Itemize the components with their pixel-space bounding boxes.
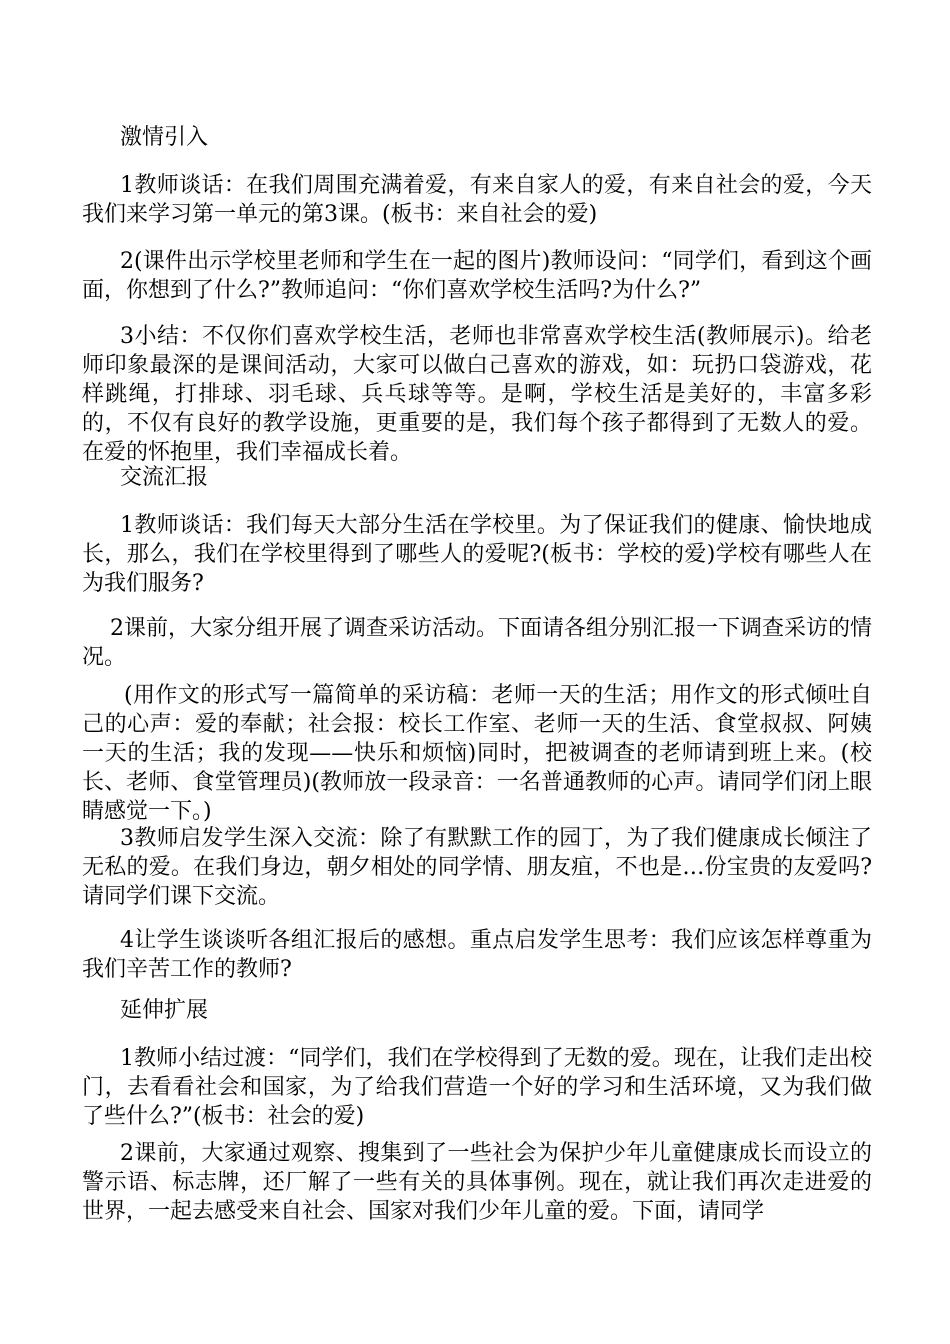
paragraph: 1教师小结过渡：“同学们，我们在学校得到了无数的爱。现在，让我们走出校门，去看看社会和国家，为了给我们营造一个好的学习和生活环境，又为我们做了些什么?”(板书：社会的爱) xyxy=(82,1046,872,1129)
paragraph: 2课前，大家分组开展了调查采访活动。下面请各组分别汇报一下调查采访的情况。 xyxy=(82,616,872,670)
paragraph: 1教师谈话：在我们周围充满着爱，有来自家人的爱，有来自社会的爱，今天我们来学习第一单元的第3课。(板书：来自社会的爱) xyxy=(82,173,872,227)
paragraph: (用作文的形式写一篇简单的采访稿：老师一天的生活；用作文的形式倾吐自己的心声：爱的奉献；社会报：校长工作室、老师一天的生活、食堂叔叔、阿姨一天的生活；我的发现——快乐和烦恼)同时，把被调查的老师请到班上来。(校长、老师、食堂管理员)(教师放一段录音：一名普通教师的心声。请同学们闭上眼睛感觉一下。) xyxy=(82,683,872,824)
paragraph: 2(课件出示学校里老师和学生在一起的图片)教师设问：“同学们，看到这个画面，你想到了什么?”教师追问：“你们喜欢学校生活吗?为什么?” xyxy=(82,249,872,303)
paragraph: 3教师启发学生深入交流：除了有默默工作的园丁，为了我们健康成长倾注了无私的爱。在我们身边，朝夕相处的同学情、朋友疽，不也是…份宝贵的友爱吗?请同学们课下交流。 xyxy=(82,826,872,909)
paragraph: 2课前，大家通过观察、搜集到了一些社会为保护少年儿童健康成长而设立的警示语、标志牌，还厂解了一些有关的具体事例。现在，就让我们再次走进爱的世界，一起去感受来自社会、国家对我们少年儿童的爱。下面，请同学 xyxy=(82,1141,872,1224)
paragraph: 1教师谈话：我们每天大部分生活在学校里。为了保证我们的健康、愉快地成长，那么，我们在学校里得到了哪些人的爱呢?(板书：学校的爱)学校有哪些人在为我们服务? xyxy=(82,513,872,596)
paragraph: 3小结：不仅你们喜欢学校生活，老师也非常喜欢学校生活(教师展示)。给老师印象最深的是课间活动，大家可以做白己喜欢的游戏，如：玩扔口袋游戏，花样跳绳，打排球、羽毛球、兵乓球等等。是啊，学校生活是美好的，丰富多彩的，不仅有良好的教学设施，更重要的是，我们每个孩子都得到了无数人的爱。在爱的怀抱里，我们幸福成长着。 xyxy=(82,324,872,465)
paragraph: 4让学生谈谈听各组汇报后的感想。重点启发学生思考：我们应该怎样尊重为我们辛苦工作的教师? xyxy=(82,928,872,982)
section-heading-intro: 激情引入 xyxy=(120,125,209,150)
section-heading-extension: 延伸扩展 xyxy=(120,998,209,1023)
section-heading-report: 交流汇报 xyxy=(120,465,209,490)
